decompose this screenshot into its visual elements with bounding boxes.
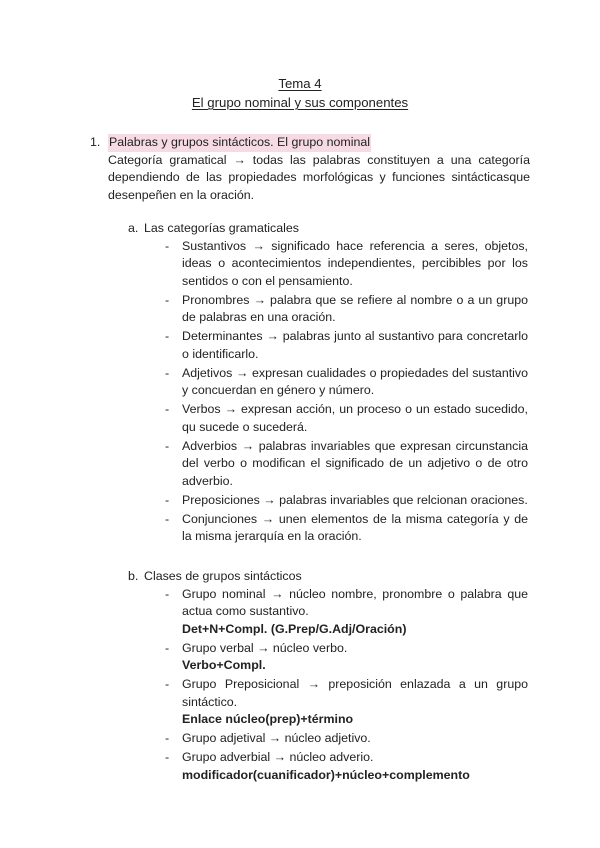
list-item — [165, 730, 528, 748]
section-1-number: 1. — [90, 135, 101, 149]
list-item: - Preposiciones → palabras invariables que relcionan oraciones. — [165, 492, 528, 510]
list-item: - Verbos → expresan acción, un proceso o un estado sucedido, qu sucede o sucederá. — [165, 401, 528, 436]
group-formula: Verbo+Compl. — [182, 658, 266, 672]
list-item: - Conjunciones → unen elementos de la misma categoría y de la misma jerarquía en la oración. — [165, 511, 528, 546]
doc-title-text: Tema 4 — [278, 76, 322, 91]
group-formula: modificador(cuanificador)+núcleo+complemento — [182, 767, 470, 782]
subsection-a — [128, 220, 528, 547]
group-description: Grupo verbal → núcleo verbo. — [182, 640, 348, 655]
group-description: Grupo adjetival → núcleo adjetivo. — [182, 731, 371, 745]
section-1-heading-text: Palabras y grupos sintácticos. El grupo nominal — [108, 134, 371, 152]
group-description: Grupo adverbial → núcleo adverio. — [182, 750, 374, 764]
group-description: Grupo nominal → núcleo nombre, pronombre o palabra que actua como sustantivo. — [182, 586, 528, 618]
section-1-body: Categoría gramatical → todas las palabras constituyen a una categoría dependiendo de las propiedades morfológicas y funciones sintácticasque desenpeñen en la oración. — [108, 152, 530, 202]
doc-subtitle-text: El grupo nominal y sus componentes — [191, 95, 409, 110]
subsection-a-letter: a. — [128, 221, 139, 235]
subsection-b-letter: b. — [128, 569, 139, 583]
list-item: - Pronombres → palabra que se refiere al nombre o a un grupo de palabras en una oración. — [165, 292, 528, 327]
subsection-b-heading — [128, 568, 528, 586]
section-1 — [90, 134, 530, 204]
doc-title — [0, 74, 600, 93]
subsection-b — [128, 568, 528, 786]
list-item — [165, 749, 528, 784]
group-formula: Det+N+Compl. (G.Prep/G.Adj/Oración) — [182, 621, 407, 636]
groups-list — [128, 586, 528, 785]
list-item: - Determinantes → palabras junto al sustantivo para concretarlo o identificarlo. — [165, 328, 528, 363]
list-item: - Sustantivos → significado hace referencia a seres, objetos, ideas o acontecimientos independientes, percibibles por los sentidos o con el pensamiento. — [165, 238, 528, 291]
list-item: - Adverbios → palabras invariables que expresan circunstancia del verbo o modifican el significado de un adjetivo o de otro adverbio. — [165, 438, 528, 491]
list-item — [165, 676, 528, 729]
subsection-b-heading-text: Clases de grupos sintácticos — [144, 569, 302, 583]
subsection-a-heading-text: Las categorías gramaticales — [144, 221, 299, 235]
group-description: Grupo Preposicional → preposición enlazada a un grupo sintáctico. — [182, 677, 528, 709]
group-formula: Enlace núcleo(prep)+término — [182, 712, 354, 726]
section-1-heading — [90, 134, 530, 152]
categories-list — [128, 238, 528, 546]
list-item — [165, 640, 528, 675]
subsection-a-heading — [128, 220, 528, 238]
list-item: - Adjetivos → expresan cualidades o propiedades del sustantivo y concuerdan en género y número. — [165, 365, 528, 400]
list-item — [165, 586, 528, 639]
doc-subtitle — [0, 93, 600, 112]
